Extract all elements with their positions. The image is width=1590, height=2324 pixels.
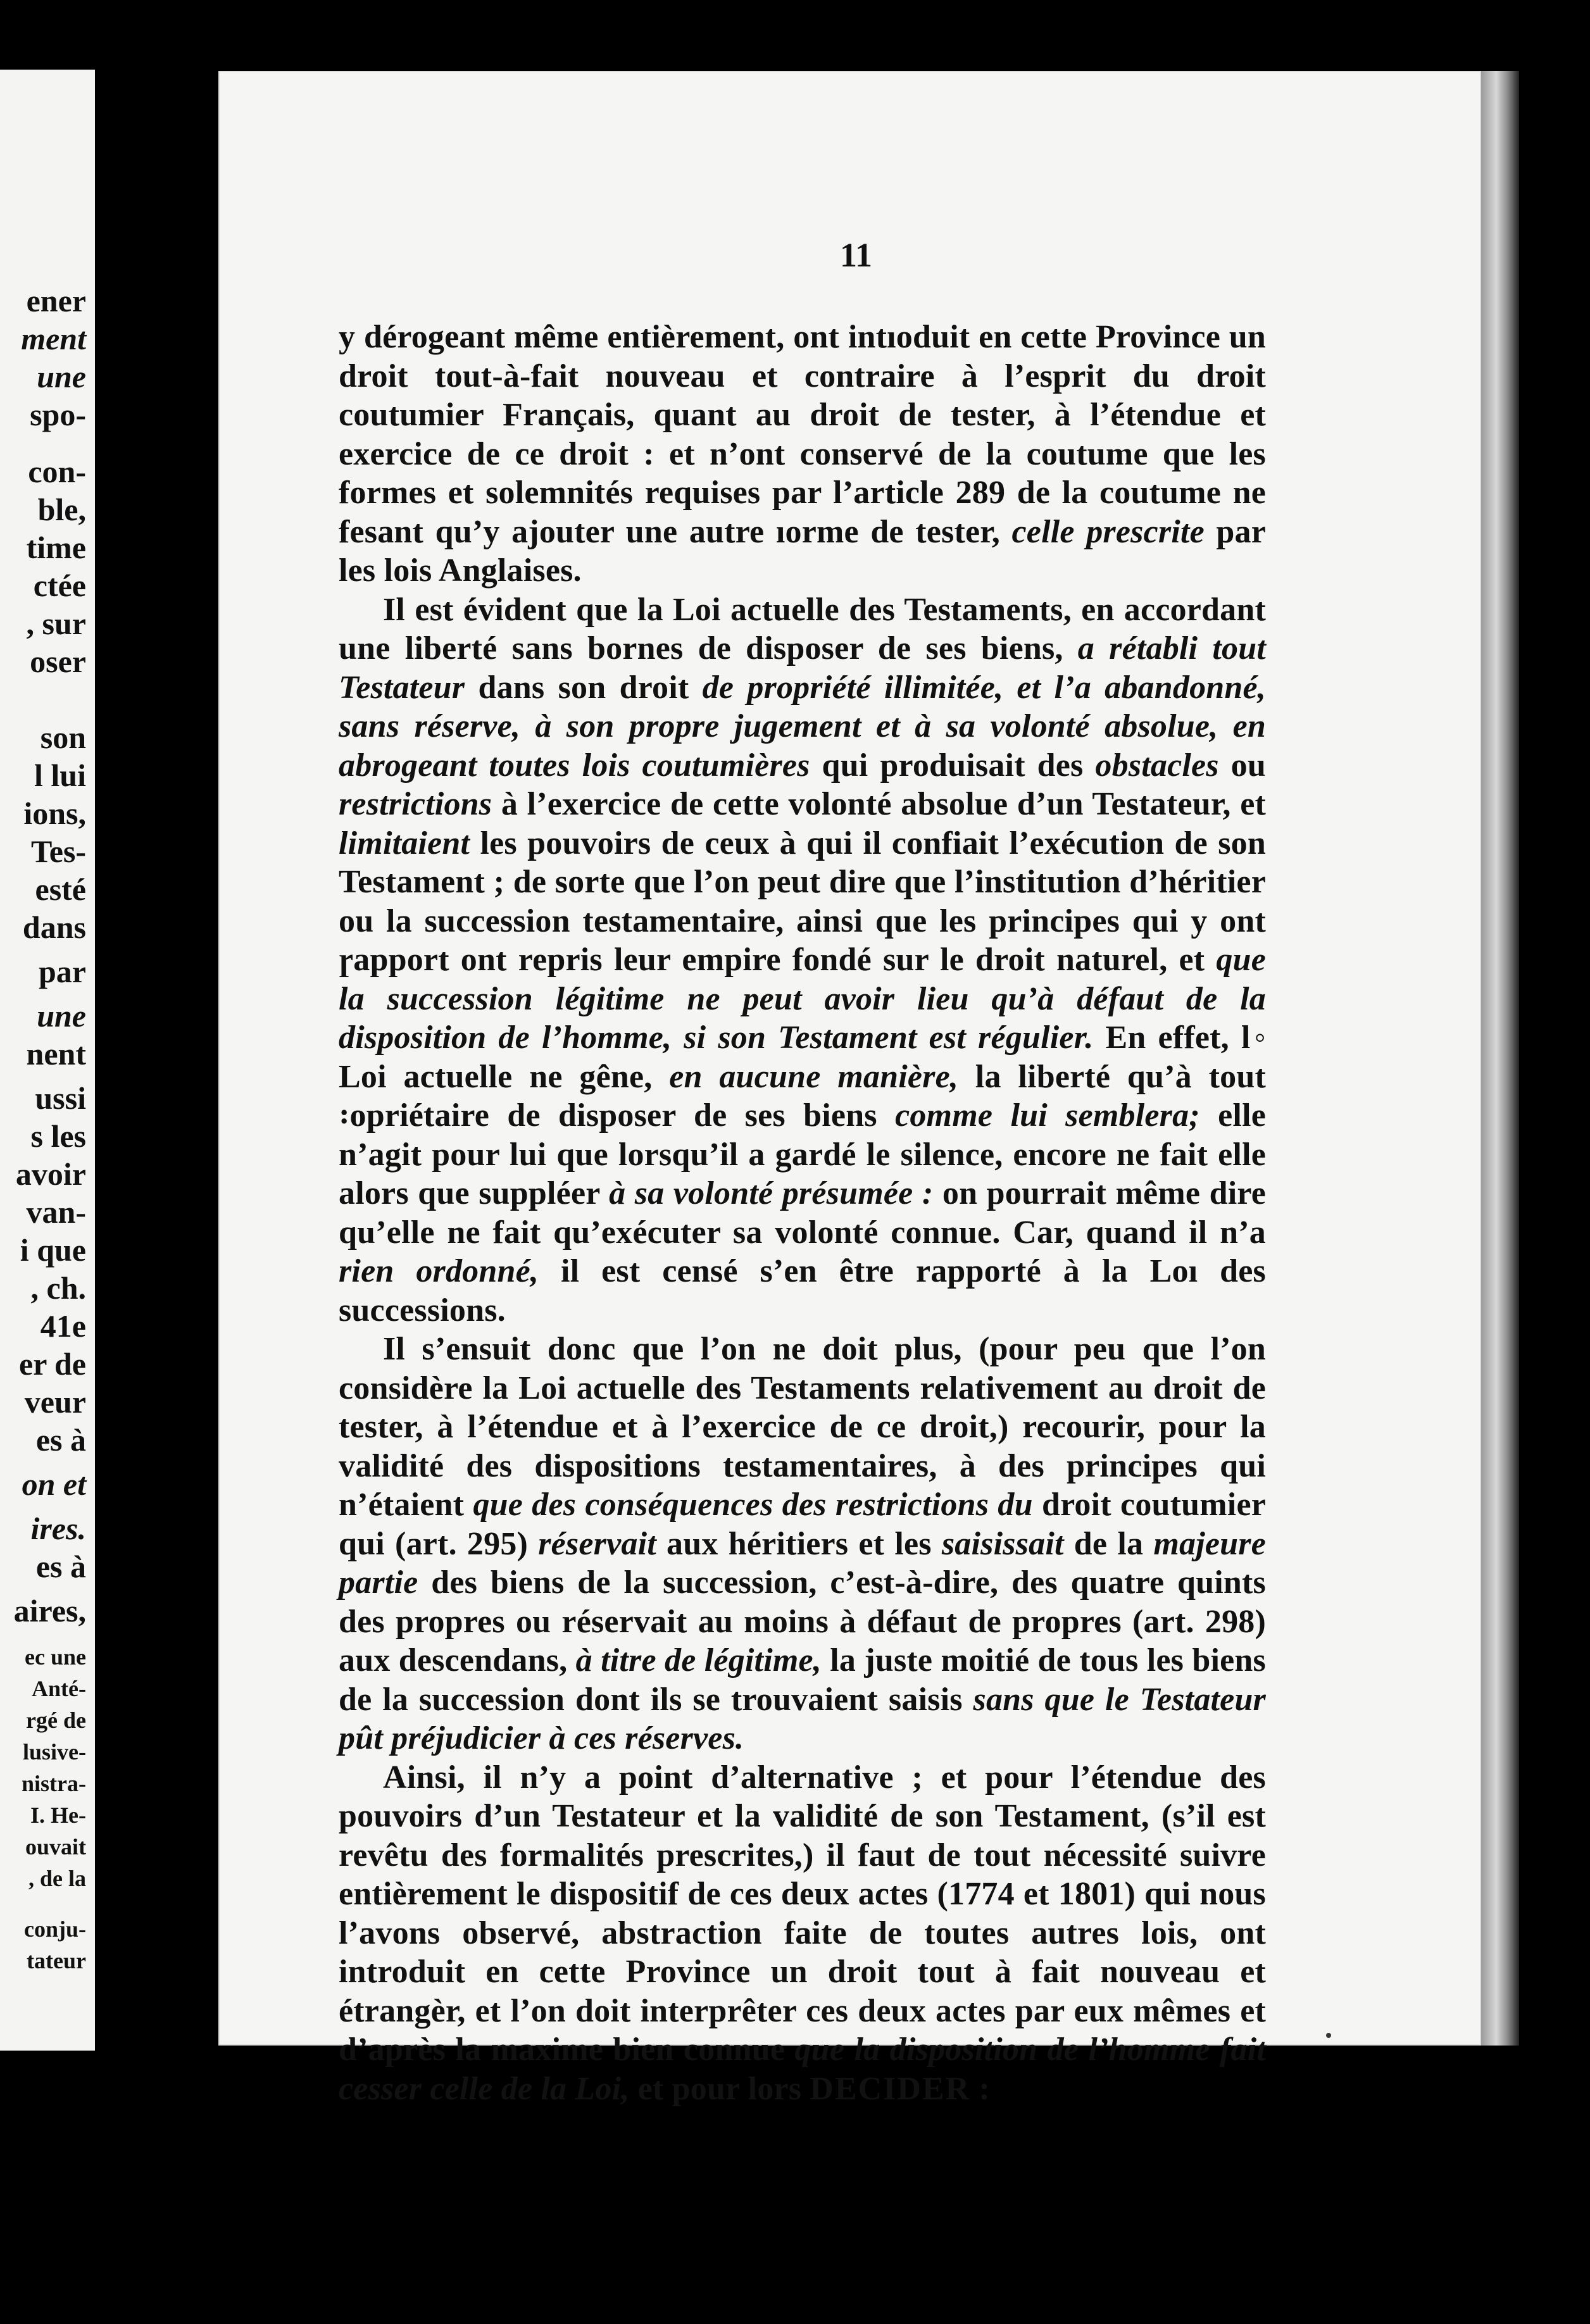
left-page-fragment: aires, — [13, 1593, 86, 1628]
italic-text: saisissait — [941, 1525, 1064, 1562]
left-page-margin — [0, 70, 95, 2051]
left-page-fragment: ouvait — [25, 1834, 86, 1859]
left-page-fragment: I. He- — [30, 1802, 86, 1828]
document-page — [218, 71, 1481, 2107]
left-page-fragment: oser — [30, 644, 86, 679]
left-page-fragment: une — [37, 998, 86, 1034]
italic-text: réservait — [538, 1525, 656, 1562]
left-page-fragment: ions, — [23, 796, 86, 831]
left-page-fragment: , sur — [26, 606, 86, 641]
left-page-fragment: nent — [26, 1036, 86, 1071]
left-page-fragment: l lui — [34, 758, 86, 793]
text-run: : — [970, 2070, 990, 2107]
left-page-fragment: veur — [24, 1384, 86, 1420]
left-page-fragment: , de la — [28, 1866, 86, 1891]
text-run: En effet, l◦ Loi actuelle ne gêne, — [339, 1020, 1266, 1095]
text-run: droit coutumier qui (art. 295) — [339, 1487, 1267, 1562]
left-page-fragment: une — [37, 359, 86, 394]
text-run: ou — [1218, 747, 1266, 784]
italic-text: restrictions — [339, 786, 492, 822]
left-page-fragment: er de — [19, 1346, 86, 1382]
left-page-fragment: spo- — [30, 397, 86, 432]
left-page-fragment: ener — [26, 283, 86, 318]
italic-text: que la disposition de l’homme fait cesser celle de la Loi, — [339, 2032, 1266, 2107]
text-run: par les lois Anglaises. — [339, 513, 1266, 589]
left-page-fragment: tateur — [27, 1948, 86, 1973]
italic-text: rien ordonné, — [339, 1253, 539, 1289]
italic-text: sans que le Testateur pût préjudicier à ces réserves. — [339, 1681, 1266, 1756]
text-run: il est censé s’en être rapporté à la Loı des successions. — [339, 1253, 1266, 1328]
text-run: y dérogeant même entièrement, ont intıoduit en cette Province un droit tout-à-fait nouveau et contraire à l’esprit du droit coutumier Français, quant au droit de tester, à l’étendue et exercice de ce droit : et n’ont conservé de la coutume que les formes et solemnités requises par l’article 289 de la coutume ne fesant qu’y ajouter une autre ıorme de tester, — [339, 319, 1266, 550]
left-page-fragment: s les — [30, 1118, 86, 1154]
left-page-fragment: son — [40, 720, 86, 755]
italic-text: majeure partie — [339, 1525, 1266, 1601]
italic-text: que des conséquences des restrictions du — [473, 1487, 1033, 1523]
left-page-fragment: esté — [35, 872, 86, 907]
left-page-fragment: ble, — [37, 492, 86, 527]
text-run: Ainsi, il n’y a point d’alternative ; et pour l’étendue des pouvoirs d’un Testateur et la validité de son Testament, (s’il est revêtu des formalités prescrites,) il faut de tout nécessité suivre entièrement le dispositif de ces deux actes (1774 et 1801) qui nous l’avons observé, abstraction faite de toutes autres lois, ont introduit en cette Province un droit tout à fait nouveau et étrangèr, et l’on doit interprêter ces deux actes par eux mêmes et d’après la maxime bien connue — [339, 1759, 1266, 2068]
paragraph — [339, 1758, 1266, 2109]
smallcaps-text: DECIDER — [810, 2070, 971, 2107]
text-run: Il s’ensuit donc que l’on ne doit plus, (pour peu que l’on considère la Loi actuelle des Testaments relativement au droit de tester, à l’étendue et à l’exercice de ce droit,) recourir, pour la validité des dispositions testamentaires, à des principes qui n’étaient — [339, 1331, 1266, 1523]
italic-text: à titre de légitime, — [575, 1642, 822, 1678]
text-run: dans son droit — [465, 669, 703, 706]
text-run: de la — [1063, 1525, 1154, 1562]
italic-text: limitaient — [339, 825, 470, 861]
left-page-fragment: lusive- — [22, 1739, 86, 1765]
italic-text: obstacles — [1095, 747, 1219, 784]
paragraph — [339, 590, 1266, 1330]
left-page-fragment: par — [39, 954, 86, 989]
left-page-fragment: Tes- — [30, 834, 86, 869]
page-number: 11 — [839, 236, 873, 274]
left-page-fragment: nistra- — [22, 1771, 86, 1796]
italic-text: à sa volonté présumée : — [609, 1175, 934, 1211]
italic-text: comme lui semblera; — [895, 1097, 1200, 1134]
text-run: on pourrait même dire qu’elle ne fait qu’exécuter sa volonté connue. Car, quand il n’a — [339, 1175, 1266, 1251]
text-run: la liberté qu’à tout ꞉opriétaire de disposer de ses biens — [339, 1058, 1266, 1134]
italic-text: celle prescrite — [1011, 513, 1205, 550]
text-run: Il est évident que la Loi actuelle des Testaments, en accordant une liberté sans bornes de disposer de ses biens, — [339, 591, 1266, 666]
italic-text: de propriété illimitée, et l’a abandonné, sans réserve, à son propre jugement et à sa volonté absolue, en abrogeant toutes lois coutumières — [339, 669, 1266, 784]
left-page-fragment: ires. — [30, 1511, 86, 1546]
text-run: la juste moitié de tous les biens de la succession dont ils se trouvaient saisis — [339, 1642, 1266, 1718]
left-page-fragment: i que — [20, 1232, 86, 1268]
left-page-fragment: , ch. — [30, 1270, 86, 1306]
left-page-fragment: ussi — [35, 1080, 86, 1116]
text-run: à l’exercice de cette volonté absolue d’un Testateur, et — [492, 786, 1266, 822]
paragraph — [339, 318, 1266, 590]
italic-text: en aucune manière, — [669, 1058, 959, 1095]
left-page-fragment: ment — [21, 321, 86, 356]
left-page-fragment: on et — [22, 1466, 86, 1502]
text-run: et pour lors — [629, 2070, 810, 2107]
left-page-fragment: es à — [35, 1422, 86, 1458]
left-page-fragment: time — [26, 530, 86, 565]
page-body — [339, 318, 1266, 2108]
paragraph — [339, 1330, 1266, 1758]
left-page-fragment: ec une — [25, 1644, 86, 1670]
italic-text: que la succession légitime ne peut avoir lieu qu’à défaut de la disposition de l’homme, si son Testament est régulier. — [339, 942, 1266, 1056]
left-page-fragment: avoir — [15, 1156, 86, 1192]
text-run: elle n’agit pour lui que lorsqu’il a gardé le silence, encore ne fait elle alors que suppléer — [339, 1097, 1266, 1211]
text-run: qui produisait des — [810, 747, 1096, 784]
left-page-fragment: Anté- — [32, 1676, 86, 1701]
left-page-fragment: van- — [26, 1194, 86, 1230]
left-page-fragment: dans — [22, 909, 86, 945]
text-run: aux héritiers et les — [656, 1525, 942, 1562]
text-run: les pouvoirs de ceux à qui il confiait l’exécution de son Testament ; de sorte que l’on peut dire que l’institution d’héritier ou la succession testamentaire, ainsi que les principes qui y ont ɼapport ont repris leur empire fondé sur le droit naturel, et — [339, 825, 1266, 978]
ink-speck — [1326, 2033, 1331, 2038]
left-page-fragment: ctée — [33, 568, 86, 603]
left-page-fragment: conju- — [24, 1916, 86, 1942]
italic-text: a rétabli tout Testateur — [339, 630, 1266, 706]
left-page-fragment: 41e — [40, 1308, 86, 1344]
text-run: des biens de la succession, c’est-à-dire, des quatre quints des propres ou réservait au moins à défaut de propres (art. 298) aux descendans, — [339, 1565, 1266, 1678]
left-page-fragment: rgé de — [26, 1708, 86, 1733]
page-edge-shadow — [1481, 71, 1519, 2046]
left-page-fragment: con- — [28, 454, 86, 489]
left-page-fragment: es à — [35, 1549, 86, 1584]
